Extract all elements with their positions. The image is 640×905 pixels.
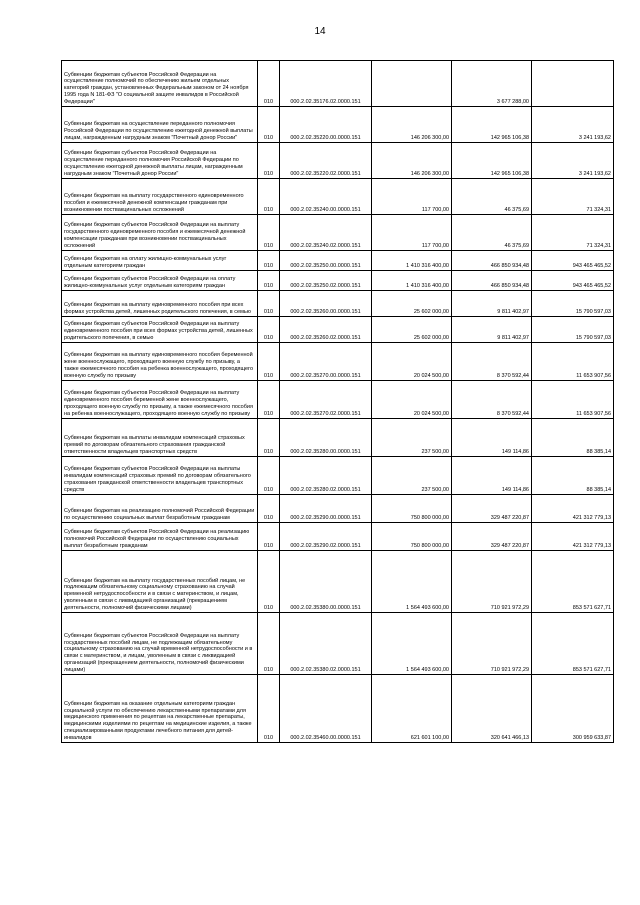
- row-line-code: 010: [258, 215, 280, 251]
- row-approved: [372, 61, 452, 107]
- table-row: [62, 675, 614, 743]
- row-executed: 149 114,86: [452, 419, 532, 457]
- row-name: Субвенции бюджетам субъектов Российской Федерации на выплату единовременного пособия беременной жене военнослужащего, проходящего военную службу по призыву, а также ежемесячного пособия на ребенка военнослужащего, проходящего военную службу по призыву: [62, 381, 258, 419]
- row-line-code: 010: [258, 523, 280, 551]
- table-row: [62, 419, 614, 457]
- table-row: [62, 143, 614, 179]
- row-line-code: 010: [258, 179, 280, 215]
- row-name: Субвенции бюджетам на выплату единовременного пособия при всех формах устройства детей, лишенных родительского попечения, в семью: [62, 291, 258, 317]
- row-line-code: 010: [258, 457, 280, 495]
- row-remaining: 71 324,31: [532, 179, 614, 215]
- row-line-code: 010: [258, 675, 280, 743]
- row-budget-code: 000.2.02.35250.00.0000.151: [280, 251, 372, 271]
- row-executed: 8 370 592,44: [452, 343, 532, 381]
- row-line-code: 010: [258, 381, 280, 419]
- table-row: [62, 457, 614, 495]
- row-line-code: 010: [258, 551, 280, 613]
- row-budget-code: 000.2.02.35290.02.0000.151: [280, 523, 372, 551]
- row-remaining: [532, 61, 614, 107]
- row-budget-code: 000.2.02.35250.02.0000.151: [280, 271, 372, 291]
- row-remaining: 3 241 193,62: [532, 107, 614, 143]
- row-approved: 117 700,00: [372, 215, 452, 251]
- table-row: [62, 551, 614, 613]
- table-row: [62, 271, 614, 291]
- row-executed: 329 487 220,87: [452, 495, 532, 523]
- row-budget-code: 000.2.02.35220.02.0000.151: [280, 143, 372, 179]
- row-line-code: 010: [258, 143, 280, 179]
- row-budget-code: 000.2.02.35220.00.0000.151: [280, 107, 372, 143]
- table-row: [62, 381, 614, 419]
- row-executed: 710 921 972,29: [452, 551, 532, 613]
- row-budget-code: 000.2.02.35260.02.0000.151: [280, 317, 372, 343]
- row-approved: 146 206 300,00: [372, 107, 452, 143]
- row-name: Субвенции бюджетам на выплату государственного единовременного пособия и ежемесячной денежной компенсации гражданам при возникновении поствакцинальных осложнений: [62, 179, 258, 215]
- row-name: Субвенции бюджетам субъектов Российской Федерации на выплаты инвалидам компенсаций страховых премий по договорам обязательного страхования гражданской ответственности владельцев транспортных средств: [62, 457, 258, 495]
- budget-table: [61, 60, 614, 743]
- row-name: Субвенции бюджетам на выплату государственных пособий лицам, не подлежащим обязательному социальному страхованию на случай временной нетрудоспособности и в связи с материнством, и лицам, уволенным в связи с ликвидацией организаций (прекращением деятельности, полномочий физическими лицами): [62, 551, 258, 613]
- table-row: [62, 215, 614, 251]
- row-name: Субвенции бюджетам на реализацию полномочий Российской Федерации по осуществлению социальных выплат безработным гражданам: [62, 495, 258, 523]
- table-row: [62, 317, 614, 343]
- row-line-code: 010: [258, 317, 280, 343]
- table-row: [62, 107, 614, 143]
- table-row: [62, 179, 614, 215]
- row-budget-code: 000.2.02.35460.00.0000.151: [280, 675, 372, 743]
- row-remaining: 11 653 907,56: [532, 381, 614, 419]
- row-executed: 46 375,69: [452, 215, 532, 251]
- row-remaining: 300 959 633,87: [532, 675, 614, 743]
- row-remaining: 11 653 907,56: [532, 343, 614, 381]
- row-executed: 710 921 972,29: [452, 613, 532, 675]
- row-budget-code: 000.2.02.35176.02.0000.151: [280, 61, 372, 107]
- row-line-code: 010: [258, 271, 280, 291]
- row-remaining: 853 571 627,71: [532, 613, 614, 675]
- row-budget-code: 000.2.02.35260.00.0000.151: [280, 291, 372, 317]
- row-approved: 1 564 493 600,00: [372, 551, 452, 613]
- row-budget-code: 000.2.02.35290.00.0000.151: [280, 495, 372, 523]
- row-approved: 1 410 316 400,00: [372, 271, 452, 291]
- row-approved: 25 602 000,00: [372, 291, 452, 317]
- row-approved: 1 564 493 600,00: [372, 613, 452, 675]
- row-approved: 621 601 100,00: [372, 675, 452, 743]
- row-name: Субвенции бюджетам субъектов Российской Федерации на осуществление полномочий по обеспечению жильем отдельных категорий граждан, установленных Федеральным законом от 24 ноября 1995 года N 181-ФЗ "О социальной защите инвалидов в Российской Федерации": [62, 61, 258, 107]
- table-row: [62, 61, 614, 107]
- row-name: Субвенции бюджетам субъектов Российской Федерации на реализацию полномочий Российской Федерации по осуществлению социальных выплат безработным гражданам: [62, 523, 258, 551]
- row-budget-code: 000.2.02.35240.02.0000.151: [280, 215, 372, 251]
- row-remaining: 853 571 627,71: [532, 551, 614, 613]
- row-executed: 320 641 466,13: [452, 675, 532, 743]
- row-remaining: 88 385,14: [532, 419, 614, 457]
- row-name: Субвенции бюджетам субъектов Российской Федерации на оплату жилищно-коммунальных услуг отдельным категориям граждан: [62, 271, 258, 291]
- row-approved: 237 500,00: [372, 419, 452, 457]
- row-remaining: 15 790 597,03: [532, 317, 614, 343]
- table-row: [62, 613, 614, 675]
- row-budget-code: 000.2.02.35380.00.0000.151: [280, 551, 372, 613]
- row-budget-code: 000.2.02.35270.02.0000.151: [280, 381, 372, 419]
- row-name: Субвенции бюджетам на выплату единовременного пособия беременной жене военнослужащего, проходящего военную службу по призыву, а также ежемесячного пособия на ребенка военнослужащего, проходящего военную службу по призыву: [62, 343, 258, 381]
- row-name: Субвенции бюджетам субъектов Российской Федерации на выплату единовременного пособия при всех формах устройства детей, лишенных родительского попечения, в семью: [62, 317, 258, 343]
- row-executed: 46 375,69: [452, 179, 532, 215]
- row-line-code: 010: [258, 61, 280, 107]
- row-budget-code: 000.2.02.35380.02.0000.151: [280, 613, 372, 675]
- row-executed: 142 965 106,38: [452, 107, 532, 143]
- table-row: [62, 291, 614, 317]
- row-approved: 750 800 000,00: [372, 495, 452, 523]
- row-remaining: 71 324,31: [532, 215, 614, 251]
- row-remaining: 15 790 597,03: [532, 291, 614, 317]
- row-remaining: 421 312 779,13: [532, 523, 614, 551]
- row-budget-code: 000.2.02.35280.00.0000.151: [280, 419, 372, 457]
- row-budget-code: 000.2.02.35240.00.0000.151: [280, 179, 372, 215]
- row-budget-code: 000.2.02.35280.02.0000.151: [280, 457, 372, 495]
- row-name: Субвенции бюджетам на оказание отдельным категориям граждан социальной услуги по обеспечению лекарственными препаратами для медицинского применения по рецептам на лекарственные препараты, медицинскими изделиями по рецептам на медицинские изделия, а также специализированными продуктами лечебного питания для детей-инвалидов: [62, 675, 258, 743]
- row-name: Субвенции бюджетам субъектов Российской Федерации на выплату государственного единовременного пособия и ежемесячной денежной компенсации гражданам при возникновении поствакцинальных осложнений: [62, 215, 258, 251]
- row-line-code: 010: [258, 291, 280, 317]
- row-line-code: 010: [258, 251, 280, 271]
- table-body: [62, 61, 614, 743]
- row-approved: 146 206 300,00: [372, 143, 452, 179]
- row-remaining: 943 465 465,52: [532, 271, 614, 291]
- row-line-code: 010: [258, 343, 280, 381]
- row-approved: 25 602 000,00: [372, 317, 452, 343]
- row-executed: 466 850 934,48: [452, 251, 532, 271]
- row-name: Субвенции бюджетам субъектов Российской Федерации на осуществление переданного полномочия Российской Федерации по осуществлению ежегодной денежной выплаты лицам, награжденным нагрудным знаком "Почетный донор России": [62, 143, 258, 179]
- table-row: [62, 495, 614, 523]
- row-budget-code: 000.2.02.35270.00.0000.151: [280, 343, 372, 381]
- table-row: [62, 523, 614, 551]
- row-approved: 1 410 316 400,00: [372, 251, 452, 271]
- row-line-code: 010: [258, 419, 280, 457]
- page-number: 14: [314, 26, 326, 37]
- row-approved: 20 024 500,00: [372, 381, 452, 419]
- row-executed: 9 811 402,97: [452, 317, 532, 343]
- row-executed: 466 850 934,48: [452, 271, 532, 291]
- row-approved: 750 800 000,00: [372, 523, 452, 551]
- row-line-code: 010: [258, 613, 280, 675]
- row-name: Субвенции бюджетам на осуществление переданного полномочия Российской Федерации по осуществлению ежегодной денежной выплаты лицам, награжденным нагрудным знаком "Почетный донор России": [62, 107, 258, 143]
- row-name: Субвенции бюджетам на оплату жилищно-коммунальных услуг отдельным категориям граждан: [62, 251, 258, 271]
- row-executed: 329 487 220,87: [452, 523, 532, 551]
- row-approved: 237 500,00: [372, 457, 452, 495]
- row-remaining: 3 241 193,62: [532, 143, 614, 179]
- row-remaining: 88 385,14: [532, 457, 614, 495]
- row-remaining: 943 465 465,52: [532, 251, 614, 271]
- row-approved: 20 024 500,00: [372, 343, 452, 381]
- row-executed: 3 677 288,00: [452, 61, 532, 107]
- row-executed: 149 114,86: [452, 457, 532, 495]
- row-approved: 117 700,00: [372, 179, 452, 215]
- row-name: Субвенции бюджетам субъектов Российской Федерации на выплату государственных пособий лицам, не подлежащим обязательному социальному страхованию на случай временной нетрудоспособности и в связи с материнством, и лицам, уволенным в связи с ликвидацией организаций (прекращением деятельности, полномочий физическими лицами): [62, 613, 258, 675]
- row-remaining: 421 312 779,13: [532, 495, 614, 523]
- table-row: [62, 251, 614, 271]
- row-name: Субвенции бюджетам на выплаты инвалидам компенсаций страховых премий по договорам обязательного страхования гражданской ответственности владельцев транспортных средств: [62, 419, 258, 457]
- row-executed: 142 965 106,38: [452, 143, 532, 179]
- row-line-code: 010: [258, 495, 280, 523]
- row-line-code: 010: [258, 107, 280, 143]
- table-row: [62, 343, 614, 381]
- row-executed: 9 811 402,97: [452, 291, 532, 317]
- row-executed: 8 370 592,44: [452, 381, 532, 419]
